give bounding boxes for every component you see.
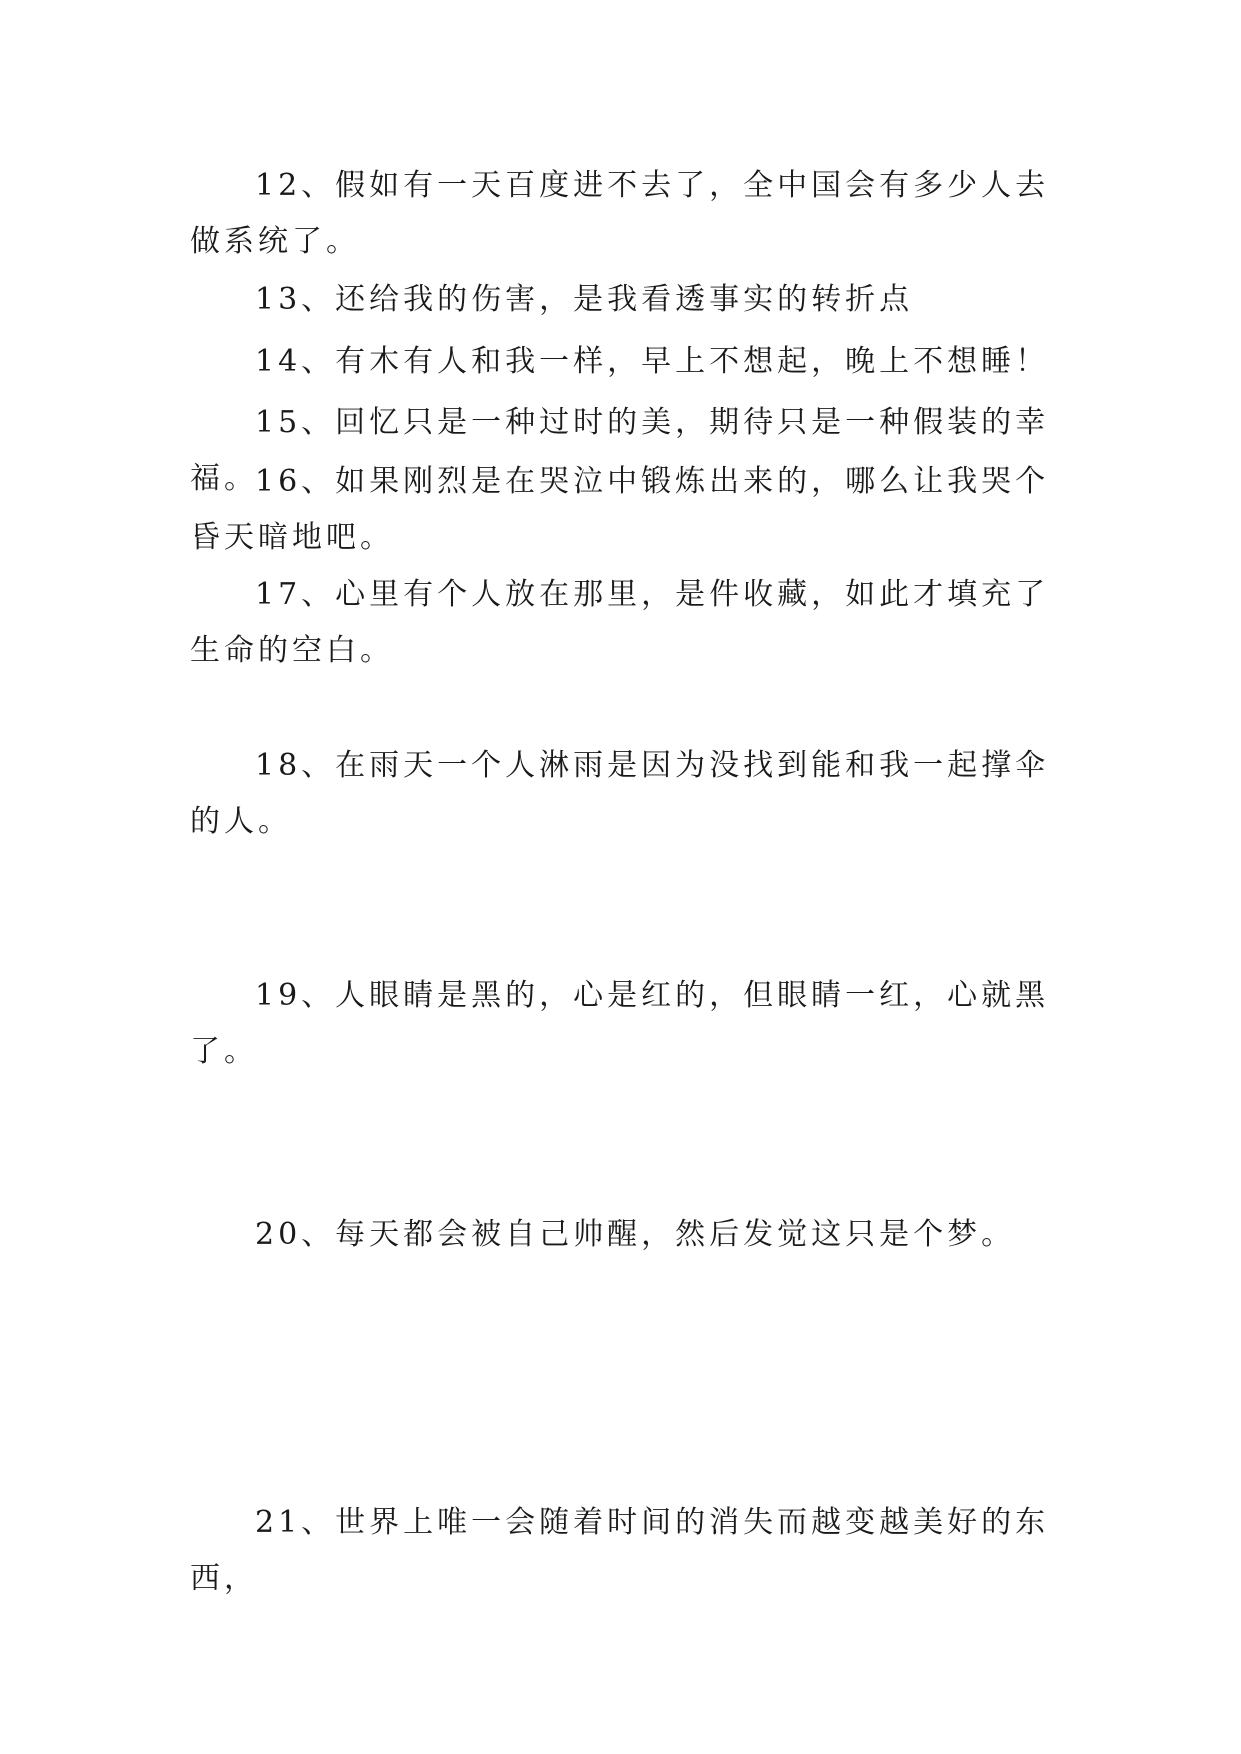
paragraph-12: 12、假如有一天百度进不去了，全中国会有多少人去做系统了。 <box>190 168 1050 259</box>
paragraph-13: 13、还给我的伤害，是我看透事实的转折点 <box>255 282 914 317</box>
paragraph-18: 18、在雨天一个人淋雨是因为没找到能和我一起撑伞的人。 <box>190 748 1050 839</box>
paragraph-19: 19、人眼睛是黑的，心是红的，但眼睛一红，心就黑了。 <box>190 978 1050 1069</box>
paragraph-15: 15、回忆只是一种过时的美，期待只是一种假装的幸福。 <box>190 405 1050 496</box>
paragraph-20: 20、每天都会被自己帅醒，然后发觉这只是个梦。 <box>255 1217 1016 1252</box>
paragraph-14: 14、有木有人和我一样，早上不想起，晚上不想睡！ <box>255 344 1050 379</box>
paragraph-21: 21、世界上唯一会随着时间的消失而越变越美好的东西， <box>190 1505 1050 1596</box>
paragraph-17: 17、心里有个人放在那里，是件收藏，如此才填充了生命的空白。 <box>190 577 1050 668</box>
paragraph-16: 16、如果刚烈是在哭泣中锻炼出来的，哪么让我哭个昏天暗地吧。 <box>190 464 1050 555</box>
